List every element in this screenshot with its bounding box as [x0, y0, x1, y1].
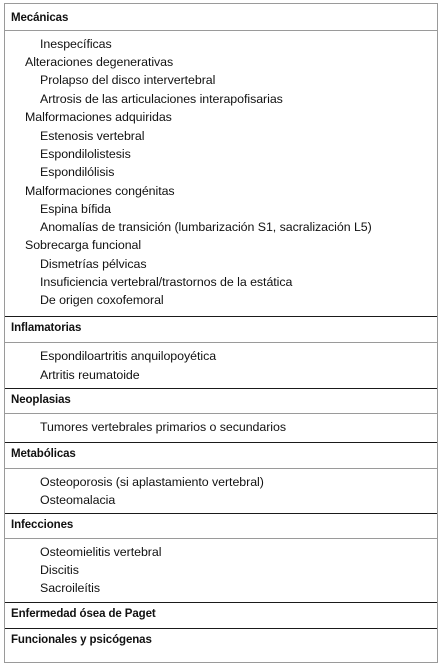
list-item: Prolapso del disco intervertebral: [40, 73, 216, 87]
list-item: Artrosis de las articulaciones interapofisarias: [40, 92, 283, 106]
list-item: Malformaciones congénitas: [25, 184, 175, 198]
list-item: Osteomielitis vertebral: [40, 545, 162, 559]
category-separator: [5, 30, 437, 31]
category-title: Metabólicas: [11, 448, 76, 460]
category-title: Funcionales y psicógenas: [11, 634, 152, 646]
list-item: Espondilólisis: [40, 165, 115, 179]
list-item: Insuficiencia vertebral/trastornos de la estática: [40, 275, 293, 289]
category-separator: [5, 413, 437, 414]
category-metabolicas: [5, 442, 437, 507]
category-separator: [5, 342, 437, 343]
category-neoplasias: [5, 388, 437, 434]
list-item: Espina bífida: [40, 202, 111, 216]
list-item: Osteomalacia: [40, 493, 116, 507]
category-funcionales: [5, 628, 437, 646]
category-inflamatorias: [5, 316, 437, 382]
category-separator: [5, 538, 437, 539]
list-item: Tumores vertebrales primarios o secundarios: [40, 420, 286, 434]
category-title: Enfermedad ósea de Paget: [11, 608, 156, 620]
category-paget: [5, 602, 437, 620]
list-item: Artritis reumatoide: [40, 368, 140, 382]
list-item: Discitis: [40, 563, 79, 577]
list-item: Espondiloartritis anquilopoyética: [40, 349, 217, 363]
list-item: Malformaciones adquiridas: [25, 110, 172, 124]
category-separator: [5, 468, 437, 469]
category-title: Infecciones: [11, 519, 74, 531]
list-item: Alteraciones degenerativas: [25, 55, 174, 69]
list-item: De origen coxofemoral: [40, 293, 164, 307]
list-item: Estenosis vertebral: [40, 129, 145, 143]
list-item: Anomalías de transición (lumbarización S1, sacralización L5): [40, 220, 372, 234]
category-title: Inflamatorias: [11, 322, 82, 334]
category-title: Mecánicas: [11, 12, 69, 24]
category-title: Neoplasias: [11, 394, 71, 406]
list-item: Sacroileítis: [40, 581, 100, 595]
category-infecciones: [5, 513, 437, 595]
list-item: Inespecíficas: [40, 37, 112, 51]
list-item: Sobrecarga funcional: [25, 238, 142, 252]
classification-table: [4, 3, 438, 663]
list-item: Dismetrías pélvicas: [40, 257, 147, 271]
list-item: Osteoporosis (si aplastamiento vertebral): [40, 475, 264, 489]
list-item: Espondilolistesis: [40, 147, 131, 161]
